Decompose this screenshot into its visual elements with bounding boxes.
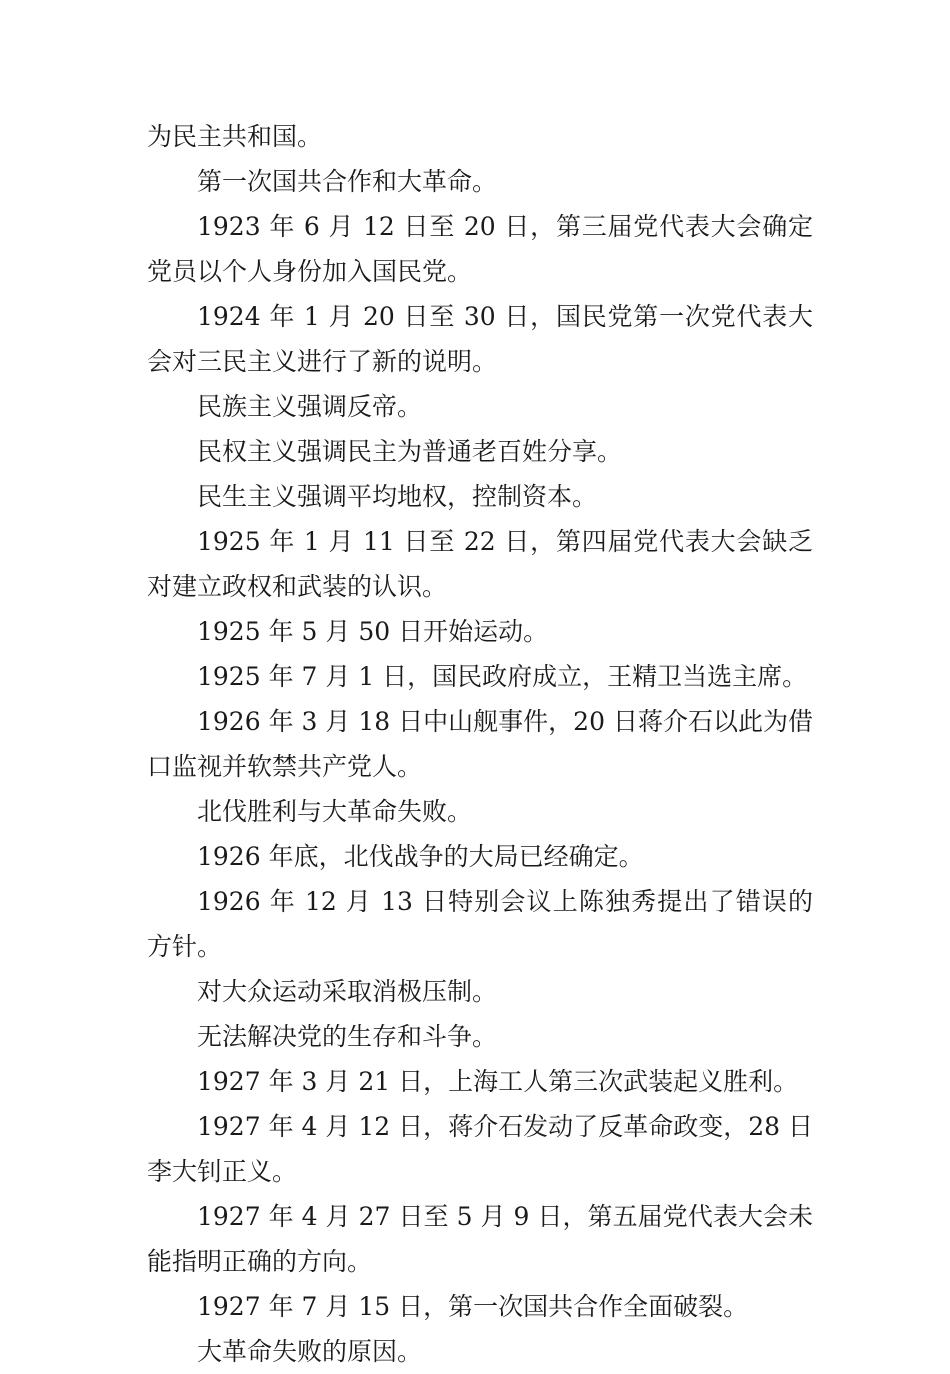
paragraph: 民生主义强调平均地权，控制资本。 (197, 482, 598, 511)
paragraph: 为民主共和国。 (147, 122, 323, 151)
paragraph: 无法解决党的生存和斗争。 (197, 1022, 498, 1051)
paragraph: 1927 年 3 月 21 日，上海工人第三次武装起义胜利。 (197, 1067, 799, 1096)
paragraph: 第一次国共合作和大革命。 (197, 167, 498, 196)
paragraph: 1925 年 7 月 1 日，国民政府成立，王精卫当选主席。 (197, 662, 808, 691)
paragraph: 1927 年 7 月 15 日，第一次国共合作全面破裂。 (197, 1292, 749, 1321)
paragraph: 1925 年 5 月 50 日开始运动。 (197, 617, 549, 646)
paragraph: 1924 年 1 月 20 日至 30 日，国民党第一次党代表大会对三民主义进行了新的说明。 (147, 302, 813, 376)
paragraph: 大革命失败的原因。 (197, 1337, 423, 1366)
paragraph: 北伐胜利与大革命失败。 (197, 797, 473, 826)
paragraph: 民权主义强调民主为普通老百姓分享。 (197, 437, 623, 466)
document-body (147, 114, 813, 1374)
paragraph: 1923 年 6 月 12 日至 20 日，第三届党代表大会确定党员以个人身份加入国民党。 (147, 212, 813, 286)
paragraph: 对大众运动采取消极压制。 (197, 977, 498, 1006)
paragraph: 1926 年 12 月 13 日特别会议上陈独秀提出了错误的方针。 (147, 887, 813, 961)
paragraph: 1927 年 4 月 12 日，蒋介石发动了反革命政变，28 日李大钊正义。 (147, 1112, 813, 1186)
paragraph: 民族主义强调反帝。 (197, 392, 423, 421)
paragraph: 1926 年 3 月 18 日中山舰事件，20 日蒋介石以此为借口监视并软禁共产党人。 (147, 707, 813, 781)
paragraph: 1927 年 4 月 27 日至 5 月 9 日，第五届党代表大会未能指明正确的方向。 (147, 1202, 813, 1276)
paragraph: 1925 年 1 月 11 日至 22 日，第四届党代表大会缺乏对建立政权和武装的认识。 (147, 527, 813, 601)
paragraph: 1926 年底，北伐战争的大局已经确定。 (197, 842, 644, 871)
